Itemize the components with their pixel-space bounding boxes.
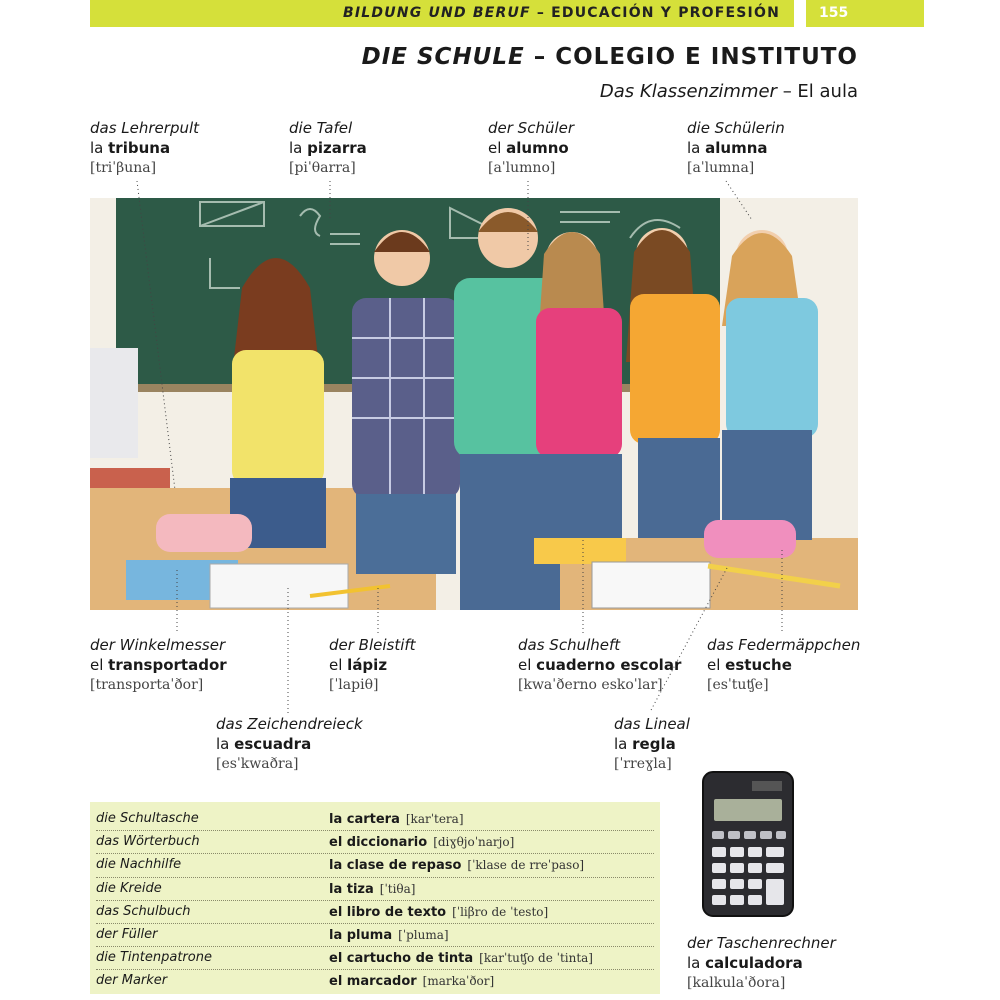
label-pupil-female xyxy=(687,118,785,178)
classroom-illustration xyxy=(90,198,858,610)
label-es: la tribuna xyxy=(90,139,171,157)
label-ipa: [triˈβuna] xyxy=(90,160,157,176)
label-ipa: [ˈrreɣla] xyxy=(614,756,672,772)
label-ipa: [aˈlumno] xyxy=(488,160,556,176)
section-separator: – xyxy=(530,5,552,21)
label-es: la regla xyxy=(614,735,676,753)
label-pencil-case xyxy=(707,635,860,695)
label-de: der Taschenrechner xyxy=(687,934,836,952)
label-de: das Lehrerpult xyxy=(90,119,200,137)
label-es: el alumno xyxy=(488,139,569,157)
page-number-box xyxy=(806,0,924,27)
vocab-de: die Nachhilfe xyxy=(96,857,182,873)
vocab-es: el diccionario [diɣθjoˈnarjo] xyxy=(329,835,515,851)
label-ipa: [piˈθarra] xyxy=(289,160,356,176)
label-es: la alumna xyxy=(687,139,768,157)
label-exercise-book xyxy=(518,635,681,695)
label-ruler xyxy=(614,714,690,774)
vocab-de: das Wörterbuch xyxy=(96,834,200,850)
label-pupil-male xyxy=(488,118,574,178)
label-es: la calculadora xyxy=(687,954,803,972)
vocab-es: la cartera [karˈtera] xyxy=(329,812,464,827)
table-row xyxy=(96,970,654,993)
vocab-de: die Schultasche xyxy=(96,811,199,826)
label-de: das Federmäppchen xyxy=(707,636,861,654)
label-de: der Schüler xyxy=(488,119,575,137)
section-header-text xyxy=(343,5,780,21)
page-title-de: DIE SCHULE xyxy=(361,44,525,70)
pencil-case-right-illustration xyxy=(704,520,796,558)
label-de: der Winkelmesser xyxy=(90,636,226,654)
exercise-book-illustration xyxy=(534,538,626,564)
table-row xyxy=(96,947,654,970)
label-ipa: [esˈkwaðra] xyxy=(216,756,299,772)
vocab-es: la tiza [ˈtiθa] xyxy=(329,881,416,897)
vocab-de: die Tintenpatrone xyxy=(96,950,212,966)
label-ipa: [kwaˈðerno eskoˈlar] xyxy=(518,677,663,693)
page-title xyxy=(362,44,858,70)
label-es: el cuaderno escolar xyxy=(518,656,682,674)
label-ipa: [esˈtuʧe] xyxy=(707,677,769,693)
table-row xyxy=(96,854,654,877)
label-de: das Zeichendreieck xyxy=(216,715,363,733)
vocabulary-table xyxy=(90,802,660,994)
label-teacher-desk xyxy=(90,118,199,178)
page-subtitle-es: El aula xyxy=(797,81,858,102)
vocab-de: das Schulbuch xyxy=(96,903,191,919)
label-set-square xyxy=(216,714,363,774)
label-es: la escuadra xyxy=(216,735,312,753)
vocab-es: el cartucho de tinta [karˈtuʧo de ˈtinta] xyxy=(329,951,593,967)
vocab-de: die Kreide xyxy=(96,880,162,896)
table-row xyxy=(96,831,654,854)
vocab-es: la clase de repaso [ˈklase de rreˈpaso] xyxy=(329,858,585,874)
label-de: das Lineal xyxy=(614,715,690,733)
label-ipa: [aˈlumna] xyxy=(687,160,755,176)
section-header-band xyxy=(90,0,794,27)
classroom-photo xyxy=(90,198,858,610)
table-row xyxy=(96,808,654,831)
label-ipa: [kalkulaˈðora] xyxy=(687,975,786,991)
vocab-de: der Füller xyxy=(96,926,158,942)
vocab-es: el libro de texto [ˈliβro de ˈtesto] xyxy=(329,904,549,920)
section-title-de: BILDUNG UND BERUF xyxy=(342,5,531,21)
vocab-de: der Marker xyxy=(96,973,168,989)
label-de: der Bleistift xyxy=(329,636,416,654)
label-protractor xyxy=(90,635,227,695)
label-es: el lápiz xyxy=(329,656,388,674)
label-de: die Tafel xyxy=(289,119,353,137)
page-number: 155 xyxy=(819,5,849,21)
vocab-es: el marcador [markaˈðor] xyxy=(329,974,495,990)
label-calculator xyxy=(687,933,836,993)
label-ipa: [ˈlapiθ] xyxy=(329,677,379,693)
label-es: el estuche xyxy=(707,656,792,674)
vocab-es: la pluma [ˈpluma] xyxy=(329,927,449,943)
label-es: el transportador xyxy=(90,656,227,674)
table-row xyxy=(96,901,654,924)
set-square-illustration xyxy=(210,564,348,608)
pencil-case-left-illustration xyxy=(156,514,252,552)
page-subtitle-de: Das Klassenzimmer xyxy=(599,81,777,102)
label-de: das Schulheft xyxy=(518,636,621,654)
page-title-separator: – xyxy=(524,44,556,70)
table-row xyxy=(96,878,654,901)
label-de: die Schülerin xyxy=(687,119,785,137)
table-row xyxy=(96,924,654,947)
page-title-es: COLEGIO E INSTITUTO xyxy=(555,44,858,70)
label-pencil xyxy=(329,635,416,695)
calculator-icon xyxy=(702,771,794,917)
label-ipa: [transportaˈðor] xyxy=(90,677,204,693)
section-title-es: EDUCACIÓN Y PROFESIÓN xyxy=(551,5,780,21)
label-blackboard xyxy=(289,118,367,178)
page-subtitle-separator: – xyxy=(776,81,798,102)
page-subtitle xyxy=(600,81,858,102)
label-es: la pizarra xyxy=(289,139,367,157)
